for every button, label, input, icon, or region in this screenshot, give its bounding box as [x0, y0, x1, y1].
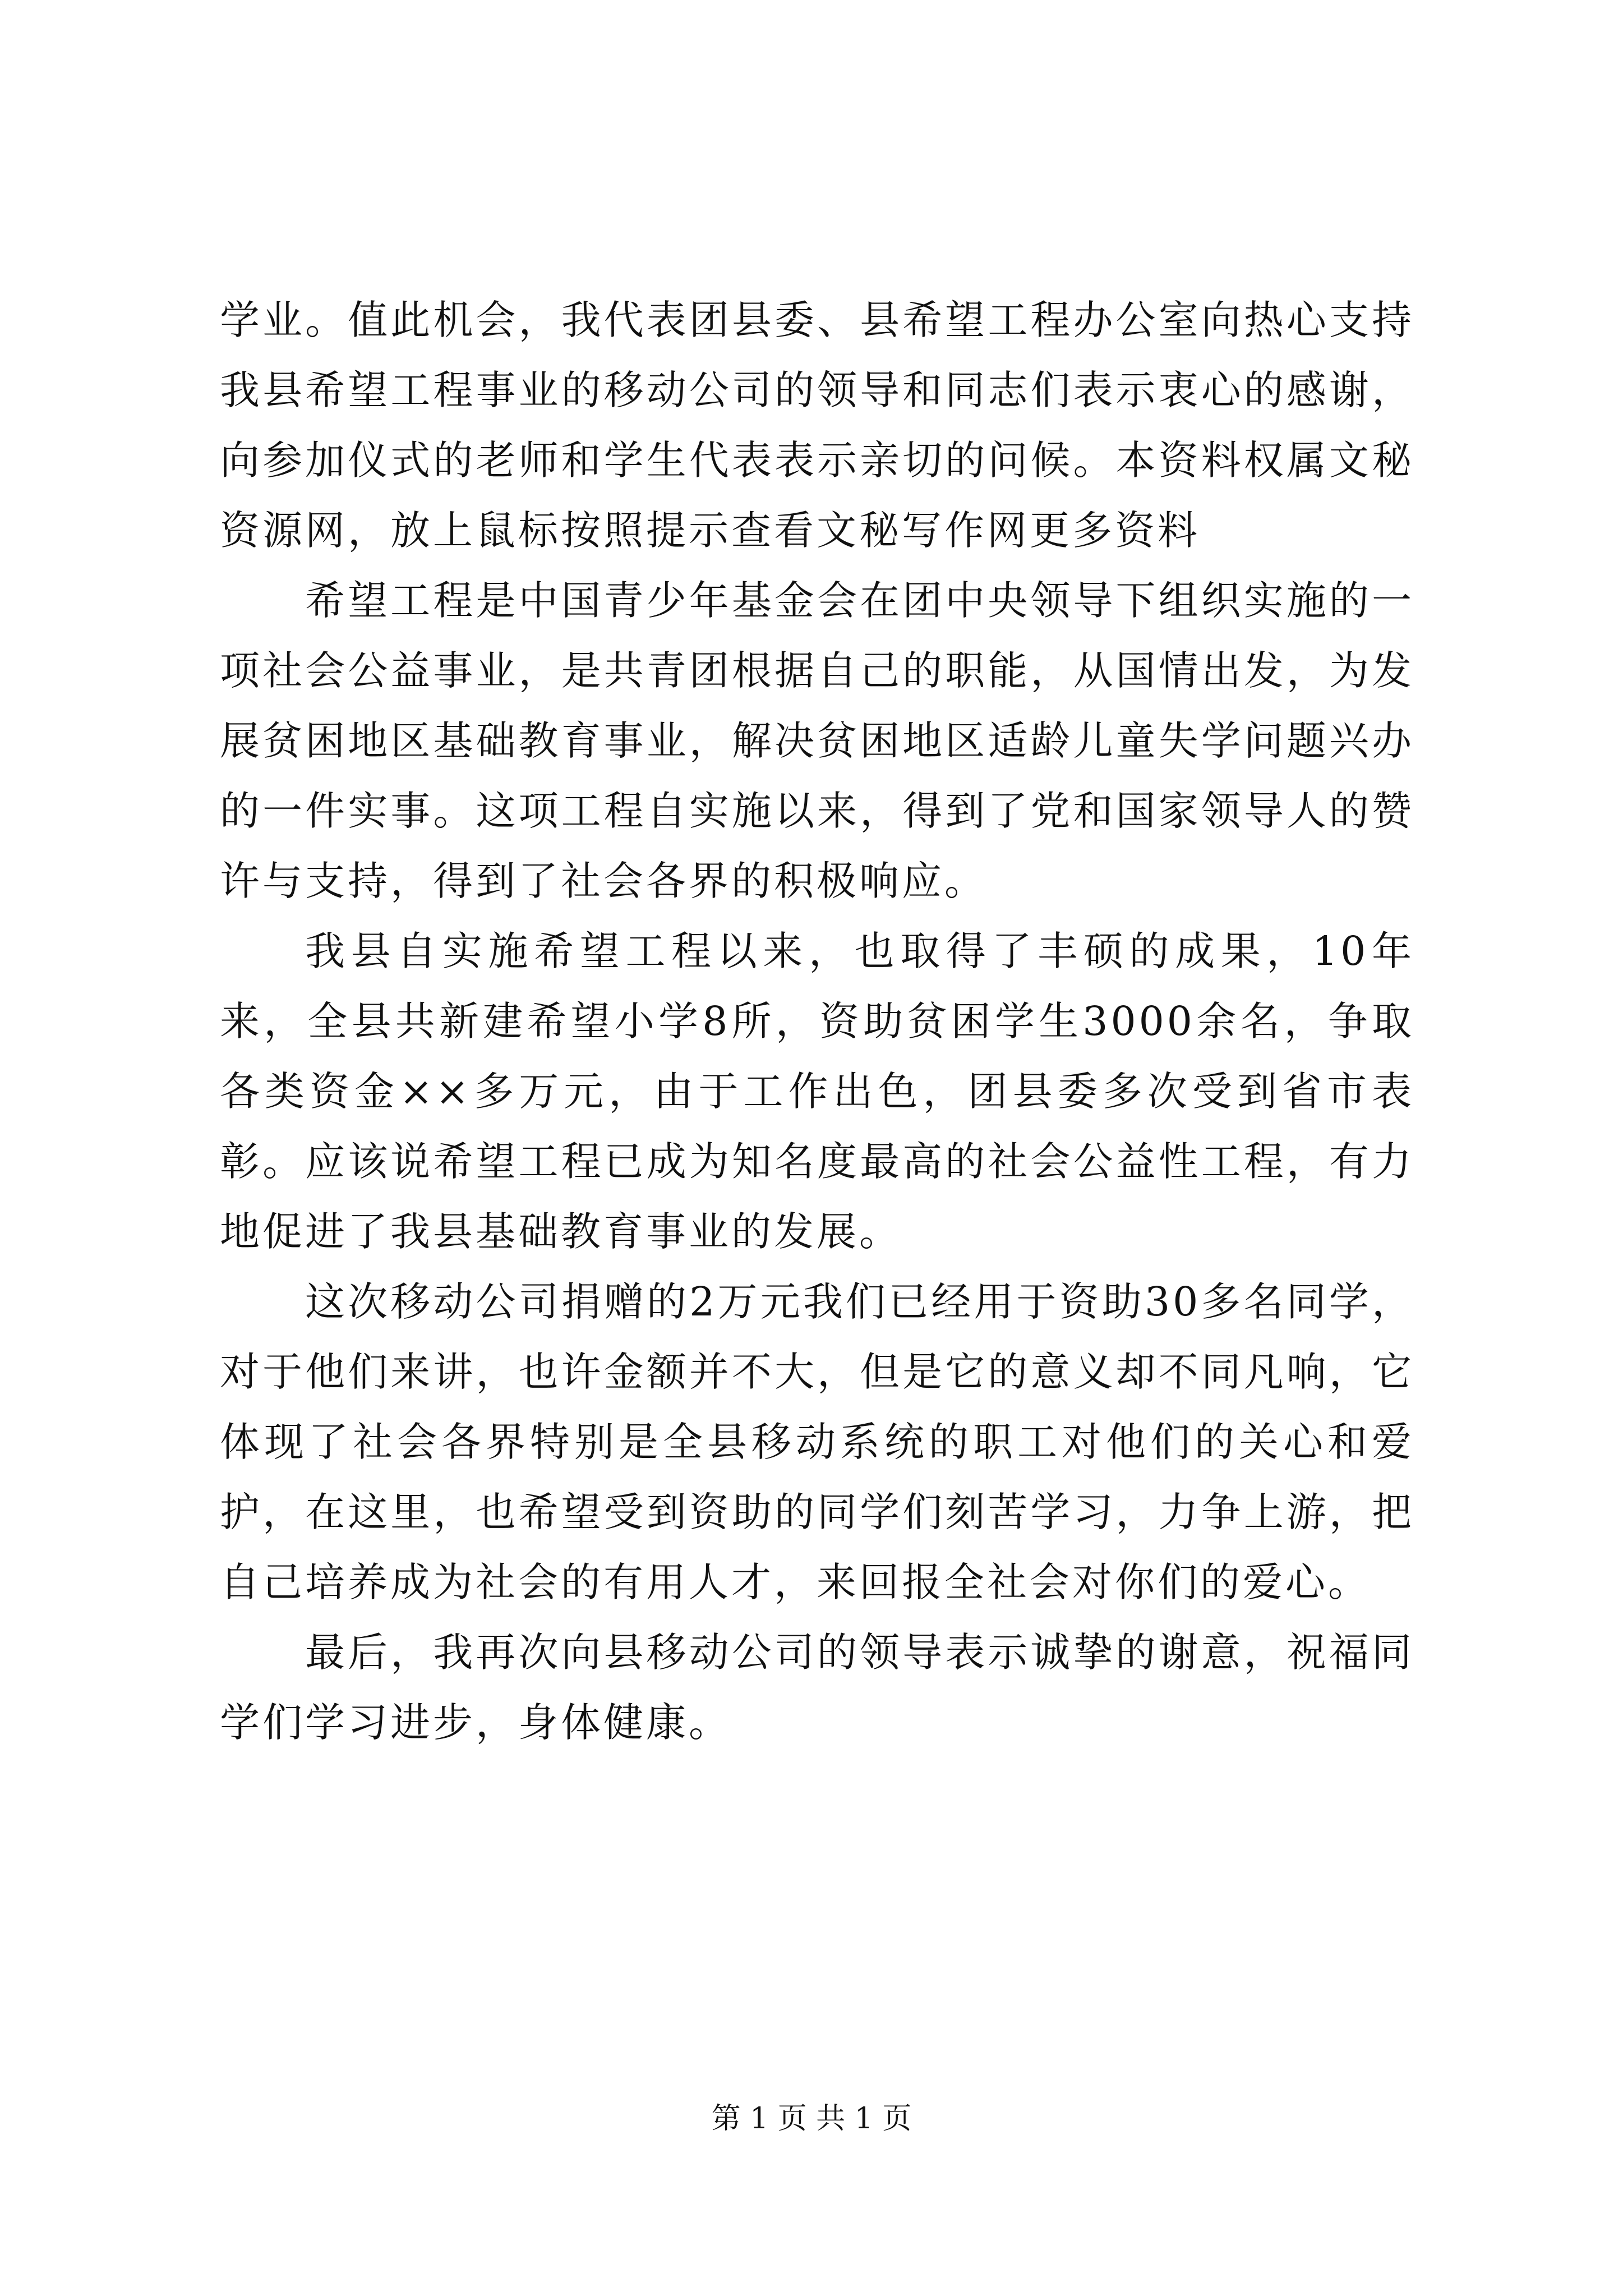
document-body [220, 285, 1414, 1757]
paragraph-donation: 这次移动公司捐赠的2万元我们已经用于资助30多名同学，对于他们来讲，也许金额并不大，但是它的意义却不同凡响，它体现了社会各界特别是全县移动系统的职工对他们的关心和爱护，在这里，也希望受到资助的同学们刻苦学习，力争上游，把自己培养成为社会的有用人才，来回报全社会对你们的爱心。 [220, 1278, 1414, 1605]
paragraph-county-achievements: 我县自实施希望工程以来，也取得了丰硕的成果，10年来，全县共新建希望小学8所，资助贫困学生3000余名，争取各类资金××多万元，由于工作出色，团县委多次受到省市表彰。应该说希望工程已成为知名度最高的社会公益性工程，有力地促进了我县基础教育事业的发展。 [220, 928, 1414, 1255]
paragraph-closing: 最后，我再次向县移动公司的领导表示诚挚的谢意，祝福同学们学习进步，身体健康。 [220, 1629, 1414, 1746]
page-number: 第 1 页 共 1 页 [711, 2102, 912, 2136]
page-footer [0, 2099, 1623, 2138]
paragraph-continuation: 学业。值此机会，我代表团县委、县希望工程办公室向热心支持我县希望工程事业的移动公司的领导和同志们表示衷心的感谢，向参加仪式的老师和学生代表表示亲切的问候。本资料权属文秘资源网，放上鼠标按照提示查看文秘写作网更多资料 [220, 297, 1414, 554]
paragraph-hope-project-intro: 希望工程是中国青少年基金会在团中央领导下组织实施的一项社会公益事业，是共青团根据自己的职能，从国情出发，为发展贫困地区基础教育事业，解决贫困地区适龄儿童失学问题兴办的一件实事。这项工程自实施以来，得到了党和国家领导人的赞许与支持，得到了社会各界的积极响应。 [220, 577, 1414, 904]
